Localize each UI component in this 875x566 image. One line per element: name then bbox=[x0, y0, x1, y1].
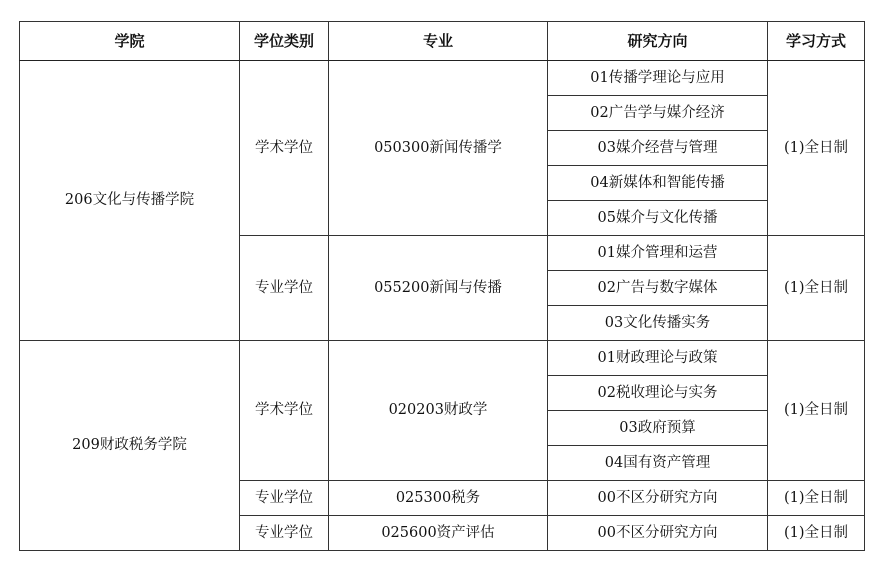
direction-cell: 03文化传播实务 bbox=[548, 306, 768, 341]
study-mode-cell: (1)全日制 bbox=[768, 61, 865, 236]
major-cell: 025600资产评估 bbox=[329, 516, 548, 551]
study-mode-cell: (1)全日制 bbox=[768, 236, 865, 341]
header-study-mode: 学习方式 bbox=[768, 22, 865, 61]
direction-cell: 01财政理论与政策 bbox=[548, 341, 768, 376]
header-direction: 研究方向 bbox=[548, 22, 768, 61]
table-row bbox=[20, 61, 865, 96]
college-cell: 209财政税务学院 bbox=[20, 341, 240, 551]
study-mode-cell: (1)全日制 bbox=[768, 341, 865, 481]
program-table bbox=[19, 21, 865, 551]
header-major: 专业 bbox=[329, 22, 548, 61]
direction-cell: 03政府预算 bbox=[548, 411, 768, 446]
study-mode-cell: (1)全日制 bbox=[768, 516, 865, 551]
header-college: 学院 bbox=[20, 22, 240, 61]
degree-type-cell: 学术学位 bbox=[240, 341, 329, 481]
degree-type-cell: 专业学位 bbox=[240, 516, 329, 551]
degree-type-cell: 专业学位 bbox=[240, 236, 329, 341]
direction-cell: 04国有资产管理 bbox=[548, 446, 768, 481]
college-cell: 206文化与传播学院 bbox=[20, 61, 240, 341]
degree-type-cell: 学术学位 bbox=[240, 61, 329, 236]
direction-cell: 00不区分研究方向 bbox=[548, 516, 768, 551]
table-row bbox=[20, 341, 865, 376]
direction-cell: 00不区分研究方向 bbox=[548, 481, 768, 516]
direction-cell: 02广告学与媒介经济 bbox=[548, 96, 768, 131]
major-cell: 050300新闻传播学 bbox=[329, 61, 548, 236]
direction-cell: 02广告与数字媒体 bbox=[548, 271, 768, 306]
table-wrapper bbox=[19, 21, 865, 551]
direction-cell: 01媒介管理和运营 bbox=[548, 236, 768, 271]
header-row bbox=[20, 22, 865, 61]
major-cell: 025300税务 bbox=[329, 481, 548, 516]
direction-cell: 01传播学理论与应用 bbox=[548, 61, 768, 96]
major-cell: 055200新闻与传播 bbox=[329, 236, 548, 341]
direction-cell: 02税收理论与实务 bbox=[548, 376, 768, 411]
direction-cell: 05媒介与文化传播 bbox=[548, 201, 768, 236]
degree-type-cell: 专业学位 bbox=[240, 481, 329, 516]
header-degree-type: 学位类别 bbox=[240, 22, 329, 61]
major-cell: 020203财政学 bbox=[329, 341, 548, 481]
direction-cell: 04新媒体和智能传播 bbox=[548, 166, 768, 201]
study-mode-cell: (1)全日制 bbox=[768, 481, 865, 516]
direction-cell: 03媒介经营与管理 bbox=[548, 131, 768, 166]
